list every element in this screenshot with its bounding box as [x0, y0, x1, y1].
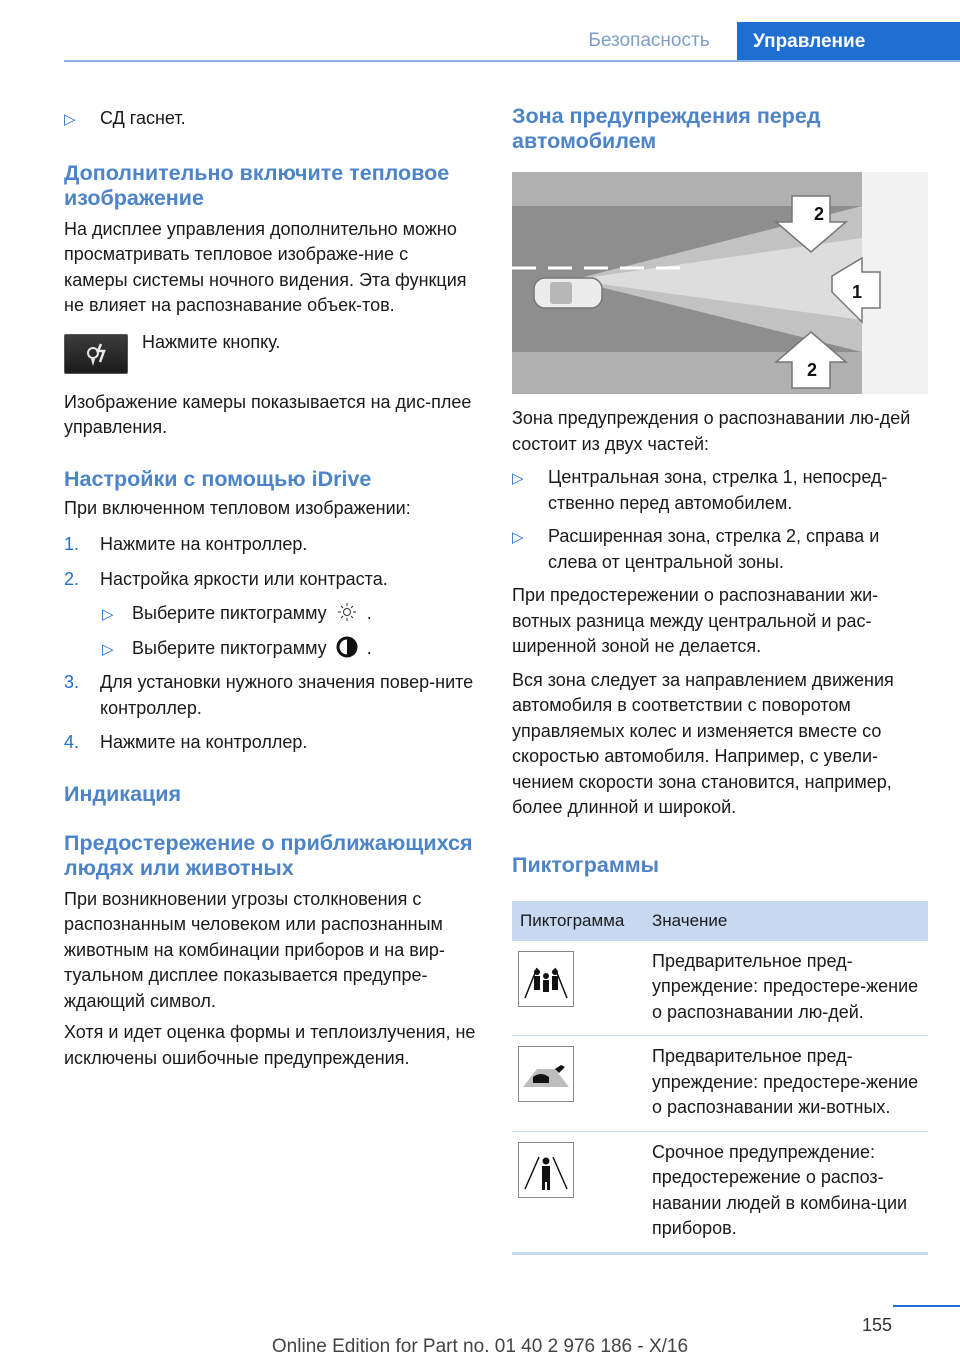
- triangle-bullet-icon: ▷: [512, 470, 524, 487]
- step-text: Для установки нужного значения повер‐ните контроллер.: [100, 672, 474, 718]
- paragraph-camera: Изображение камеры показывается на дис‐плее управления.: [64, 391, 472, 437]
- press-button-text: Нажмите кнопку.: [142, 331, 281, 352]
- svg-text:1: 1: [852, 282, 863, 302]
- step-text: Настройка яркости или контраста.: [100, 568, 388, 589]
- paragraph-animals: При предостережении о распознавании жи‐вотных разница между центральной и рас‐ширенной зоной не делается.: [512, 585, 879, 656]
- sub-step-contrast: [64, 636, 476, 662]
- footer-accent-line: [893, 1305, 960, 1307]
- bullet-text: Центральная зона, стрелка 1, непосред‐ственно перед автомобилем.: [548, 467, 888, 513]
- table-row: [512, 1036, 928, 1132]
- triangle-bullet-icon: ▷: [512, 529, 524, 546]
- night-vision-button-icon: [64, 334, 128, 374]
- contrast-icon: [332, 636, 362, 658]
- period: .: [366, 603, 372, 623]
- tab-safety[interactable]: Безопасность: [588, 30, 710, 51]
- paragraph-follow: Вся зона следует за направлением движения автомобиля в соответствии с поворотом управляемых колес и изменяется вместе со скоростью автомобиля. Например, с увели‐чением скорости зона становится, например, более длинной и широкой.: [512, 669, 894, 817]
- step-text: Нажмите на контроллер.: [100, 534, 308, 554]
- zone-bullet-central: [512, 465, 928, 516]
- step-3: [64, 670, 476, 721]
- heading-indication: Индикация: [64, 781, 182, 806]
- row-meaning: Срочное предупреждение: предостережение о распоз‐навании людей в комбина‐ции приборов.: [652, 1141, 908, 1238]
- triangle-bullet-icon: ▷: [102, 640, 114, 658]
- icons-table: [512, 901, 928, 1255]
- bullet-text: СД гаснет.: [100, 108, 186, 128]
- heading-thermal: Дополнительно включите тепловое изображение: [64, 160, 450, 210]
- car-icon: [534, 278, 602, 308]
- paragraph-errors: Хотя и идет оценка формы и теплоизлучения, не исключены ошибочные предупреждения.: [64, 1022, 476, 1068]
- header-divider: [64, 60, 960, 62]
- heading-icons: Пиктограммы: [512, 852, 660, 877]
- page-number: 155: [862, 1315, 893, 1335]
- heading-idrive: Настройки с помощью iDrive: [64, 466, 372, 491]
- header-icon: Пиктограмма: [520, 910, 625, 930]
- svg-text:2: 2: [814, 204, 825, 224]
- sub-step-text: Выберите пиктограмму: [132, 603, 327, 623]
- sub-step-brightness: [64, 601, 476, 627]
- table-row: [512, 941, 928, 1037]
- triangle-bullet-icon: ▷: [102, 606, 114, 623]
- row-meaning: Предварительное пред‐упреждение: предостере‐жение о распознавании жи‐вотных.: [652, 1046, 919, 1117]
- table-row: [512, 1132, 928, 1252]
- step-text: Нажмите на контроллер.: [100, 732, 308, 752]
- zone-bullet-extended: [512, 524, 928, 575]
- bullet-led-off: [64, 106, 476, 132]
- right-column: [512, 100, 928, 1255]
- pedestrian-urgent-icon: [518, 1142, 574, 1198]
- paragraph-warning: При возникновении угрозы столкновения с распознанным человеком или распознанным животным на комбинации приборов и на вир‐туальном дисплее показывается предупре‐ждающий символ.: [64, 888, 445, 1011]
- step-1: [64, 532, 476, 558]
- triangle-bullet-icon: ▷: [64, 111, 76, 128]
- bullet-text: Расширенная зона, стрелка 2, справа и слева от центральной зоны.: [548, 526, 880, 572]
- pedestrians-warning-icon: [518, 951, 574, 1007]
- tab-controls[interactable]: Управление: [737, 22, 960, 62]
- row-meaning: Предварительное пред‐упреждение: предостере‐жение о распознавании лю‐дей.: [652, 950, 919, 1022]
- paragraph-idrive: При включенном тепловом изображении:: [64, 497, 411, 518]
- paragraph-thermal: На дисплее управления дополнительно можно просматривать тепловое изображе‐ние с камеры системы ночного видения. Эта функция не влияет на распознавание объек‐тов.: [64, 218, 467, 315]
- left-column: [64, 100, 476, 1071]
- paragraph-zone: Зона предупреждения о распознавании лю‐дей состоит из двух частей:: [512, 408, 911, 454]
- table-header: [512, 901, 928, 941]
- step-number: 1.: [64, 534, 80, 554]
- press-button-row: [64, 331, 476, 374]
- warning-zone-diagram: [512, 172, 928, 394]
- animal-warning-icon: [518, 1046, 574, 1102]
- heading-warning: Предостережение о приближающихся людях или животных: [64, 830, 473, 880]
- svg-text:2: 2: [807, 360, 818, 380]
- header-meaning: Значение: [652, 910, 728, 930]
- period: .: [366, 637, 372, 658]
- edition-footer: Online Edition for Part no. 01 40 2 976 186 - X/16: [271, 1336, 689, 1357]
- heading-zone: Зона предупреждения перед автомобилем: [512, 104, 821, 153]
- step-number: 3.: [64, 672, 80, 692]
- brightness-icon: [332, 602, 362, 622]
- sub-step-text: Выберите пиктограмму: [132, 637, 327, 658]
- step-2: [64, 567, 476, 593]
- step-number: 2.: [64, 568, 80, 589]
- step-number: 4.: [64, 732, 80, 752]
- step-4: [64, 730, 476, 756]
